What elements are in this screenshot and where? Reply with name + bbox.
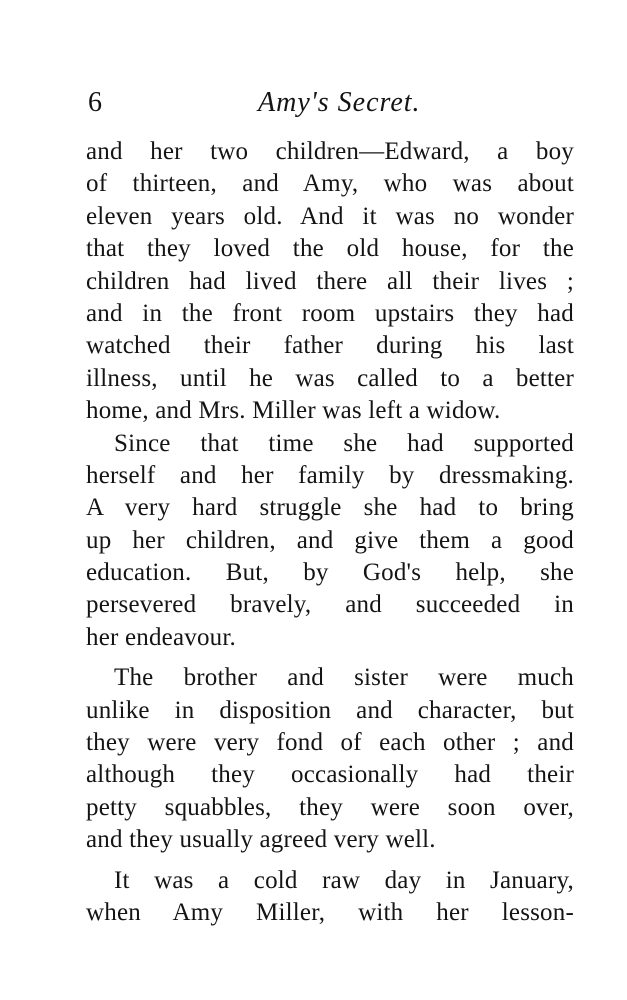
text-line: herself and her family by dressmaking. xyxy=(86,461,574,489)
text-line: It was a cold raw day in January, xyxy=(114,866,574,894)
body-text xyxy=(86,136,574,929)
text-line: watched their father during his last xyxy=(86,332,574,360)
text-line: up her children, and give them a good xyxy=(86,526,574,554)
text-line: home, and Mrs. Miller was left a widow. xyxy=(86,397,501,425)
text-line: eleven years old. And it was no wonder xyxy=(86,202,574,230)
text-line: although they occasionally had their xyxy=(86,761,574,789)
text-line: that they loved the old house, for the xyxy=(86,235,574,263)
text-line: children had lived there all their lives ; xyxy=(86,267,574,295)
text-line: they were very fond of each other ; and xyxy=(86,729,574,757)
page-header xyxy=(88,82,574,122)
text-line: and in the front room upstairs they had xyxy=(86,299,574,327)
text-line: A very hard struggle she had to bring xyxy=(86,494,574,522)
text-line: and her two children—Edward, a boy xyxy=(86,138,574,165)
text-line: education. But, by God's help, she xyxy=(86,559,574,587)
text-line: her endeavour. xyxy=(86,623,236,651)
text-line: and they usually agreed very well. xyxy=(86,826,436,854)
text-line: of thirteen, and Amy, who was about xyxy=(86,170,574,198)
text-line: illness, until he was called to a better xyxy=(86,364,574,392)
page-number: 6 xyxy=(88,87,102,118)
text-line: petty squabbles, they were soon over, xyxy=(86,793,574,821)
text-line: unlike in disposition and character, but xyxy=(86,696,574,724)
text-line: persevered bravely, and succeeded in xyxy=(86,591,574,619)
text-line: The brother and sister were much xyxy=(114,664,574,692)
text-line: Since that time she had supported xyxy=(114,429,574,457)
running-title: Amy's Secret. xyxy=(258,87,421,118)
text-line: when Amy Miller, with her lesson- xyxy=(86,898,574,926)
